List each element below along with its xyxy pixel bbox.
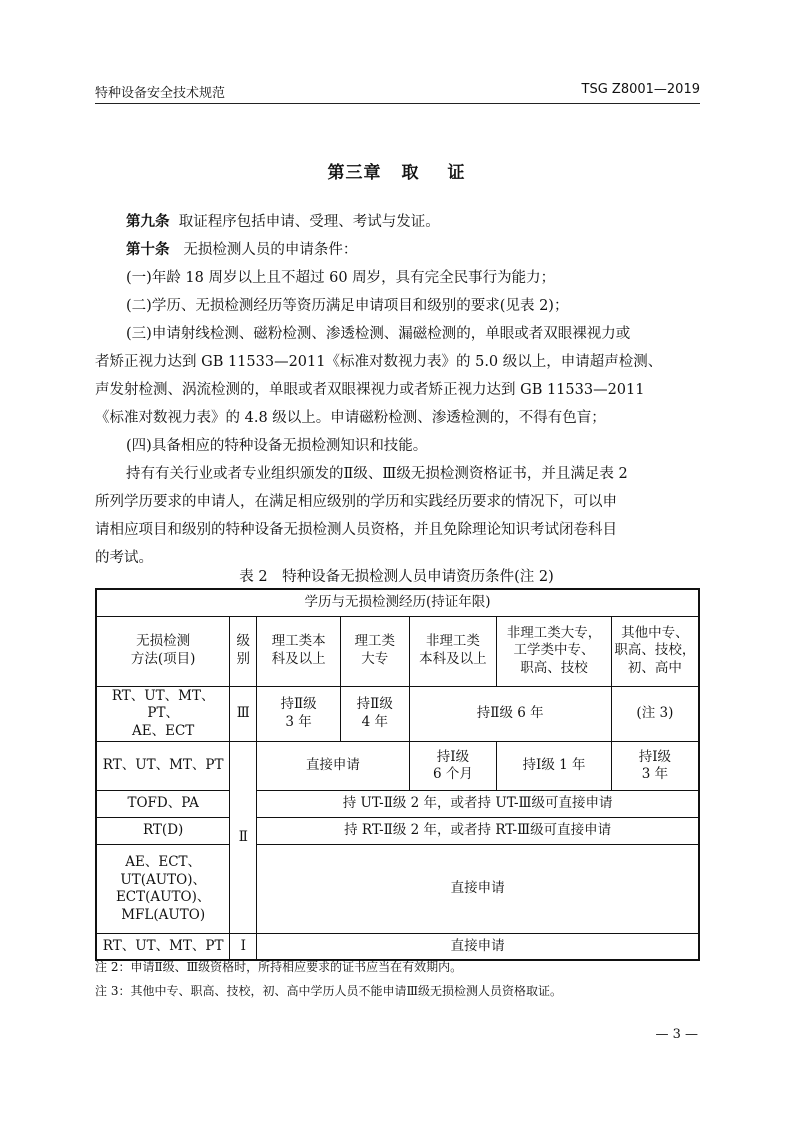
exemption-line-1: 持有有关行业或者专业组织颁发的Ⅱ级、Ⅲ级无损检测资格证书，并且满足表 2: [126, 466, 628, 482]
header-rule: [95, 103, 700, 104]
requirement-cell: 直接申请: [257, 742, 409, 791]
requirement-cell: [340, 686, 409, 742]
cell-text: 初、高中: [627, 659, 682, 676]
cell-text: 职高、技校，: [614, 642, 696, 659]
col-header-other: [611, 616, 699, 686]
level-cell: Ⅲ: [230, 686, 257, 742]
cell-text: 持Ⅰ级: [436, 748, 470, 765]
article-9: [95, 210, 731, 231]
cell-text: 其他中专、: [621, 624, 689, 641]
cell-text: ECT(AUTO)、: [115, 889, 211, 906]
requirement-cell: (注 3): [611, 686, 699, 742]
cell-text: 本科及以上: [419, 651, 487, 667]
cell-text: 级: [236, 633, 251, 650]
table-row: [96, 686, 699, 742]
requirement-cell: 持 RT-Ⅱ级 2 年，或者持 RT-Ⅲ级可直接申请: [257, 818, 699, 845]
cell-text: 理工类: [354, 633, 396, 650]
article-10-text: 无损检测人员的申请条件：: [183, 242, 358, 258]
chapter-word-1: 取: [401, 163, 420, 183]
col-header-science-college: [340, 616, 409, 686]
method-cell: RT(D): [96, 818, 230, 845]
exemption-line-2: 所列学历要求的申请人，在满足相应级别的学历和实践经历要求的情况下，可以申: [95, 494, 617, 510]
cell-text: 工学类中专、: [513, 642, 595, 659]
cell-text: 3 年: [285, 713, 312, 730]
table-row: [96, 589, 699, 616]
table-row: [96, 791, 699, 818]
requirement-cell: 持Ⅱ级 6 年: [409, 686, 611, 742]
cell-text: 别: [236, 651, 251, 667]
chapter-word-2: 证: [447, 163, 466, 183]
table-row: [96, 845, 699, 934]
table-row: [96, 934, 699, 960]
cell-text: AE、ECT: [132, 722, 195, 739]
cell-text: 持Ⅰ级: [638, 748, 672, 765]
condition-1: (一)年龄 18 周岁以上且不超过 60 周岁，具有完全民事行为能力；: [126, 270, 556, 286]
method-cell: RT、UT、MT、PT: [96, 934, 230, 960]
header-standard-code: TSG Z8001—2019: [581, 82, 700, 97]
cell-text: 6 个月: [432, 766, 473, 783]
cell-text: 大专: [361, 651, 389, 667]
method-cell: [96, 845, 230, 934]
requirement-cell: 持 UT-Ⅱ级 2 年，或者持 UT-Ⅲ级可直接申请: [257, 791, 699, 818]
cell-text: 非理工类: [425, 633, 480, 650]
col-header-science-bachelor: [257, 616, 341, 686]
cell-text: 非理工类大专，: [506, 624, 602, 641]
condition-3-line-2: 者矫正视力达到 GB 11533—2011《标准对数视力表》的 5.0 级以上，申请超声检测、: [95, 354, 663, 370]
page-number: — 3 —: [655, 1027, 698, 1042]
cell-text: 无损检测: [136, 633, 191, 650]
cell-text: RT、UT、MT、PT、: [111, 687, 215, 722]
cell-text: UT(AUTO)、: [120, 871, 206, 888]
requirement-cell: [257, 686, 341, 742]
requirement-cell: 直接申请: [257, 934, 699, 960]
cell-text: 4 年: [361, 713, 388, 730]
col-header-level: [230, 616, 257, 686]
condition-2: (二)学历、无损检测经历等资历满足申请项目和级别的要求(见表 2)；: [126, 298, 569, 314]
cell-text: 3 年: [641, 766, 669, 783]
cell-text: 科及以上: [271, 651, 326, 667]
table-row: [96, 742, 699, 791]
header-title: 特种设备安全技术规范: [95, 86, 226, 101]
article-10: [95, 238, 731, 259]
running-header: [95, 80, 700, 102]
cell-text: MFL(AUTO): [121, 906, 206, 923]
table-row: [96, 818, 699, 845]
cell-text: AE、ECT、: [125, 854, 202, 871]
requirement-cell: 持Ⅰ级 1 年: [497, 742, 612, 791]
col-header-method: [96, 616, 230, 686]
qualification-table: [95, 588, 700, 961]
col-header-nonscience-bachelor: [409, 616, 497, 686]
chapter-title: [0, 158, 793, 183]
table-caption: 表 2 特种设备无损检测人员申请资历条件(注 2): [239, 569, 554, 585]
level-cell: Ⅱ: [230, 742, 257, 934]
table-note-2: 注 2：申请Ⅱ级、Ⅲ级资格时，所持相应要求的证书应当在有效期内。: [95, 960, 463, 974]
article-9-text: 取证程序包括申请、受理、考试与发证。: [178, 214, 440, 230]
condition-4: (四)具备相应的特种设备无损检测知识和技能。: [126, 438, 428, 454]
table-row: [96, 616, 699, 686]
method-cell: TOFD、PA: [96, 791, 230, 818]
exemption-line-3: 请相应项目和级别的特种设备无损检测人员资格，并且免除理论知识考试闭卷科目: [95, 522, 617, 538]
cell-text: 方法(项目): [130, 651, 196, 667]
method-cell: [96, 686, 230, 742]
cell-text: 理工类本: [271, 633, 326, 650]
condition-3-line-3: 声发射检测、涡流检测的，单眼或者双眼裸视力或者矫正视力达到 GB 11533—2011: [95, 382, 645, 398]
level-cell: Ⅰ: [230, 934, 257, 960]
col-header-nonscience-college: [497, 616, 612, 686]
chapter-number: 第三章: [327, 163, 382, 183]
table-note-3: 注 3：其他中专、职高、技校，初、高中学历人员不能申请Ⅲ级无损检测人员资格取证。: [95, 984, 563, 998]
method-cell: RT、UT、MT、PT: [96, 742, 230, 791]
requirement-cell: [611, 742, 699, 791]
table-top-header: 学历与无损检测经历(持证年限): [96, 589, 699, 616]
condition-3-line-1: (三)申请射线检测、磁粉检测、渗透检测、漏磁检测的，单眼或者双眼裸视力或: [126, 326, 631, 342]
cell-text: 持Ⅱ级: [280, 696, 317, 713]
exemption-line-4: 的考试。: [95, 550, 153, 566]
requirement-cell: [409, 742, 497, 791]
cell-text: 持Ⅱ级: [356, 696, 393, 713]
article-9-label: 第九条: [126, 214, 170, 230]
article-10-label: 第十条: [126, 242, 170, 258]
cell-text: 职高、技校: [520, 659, 588, 676]
requirement-cell: 直接申请: [257, 845, 699, 934]
condition-3-line-4: 《标准对数视力表》的 4.8 级以上。申请磁粉检测、渗透检测的，不得有色盲；: [95, 410, 606, 426]
